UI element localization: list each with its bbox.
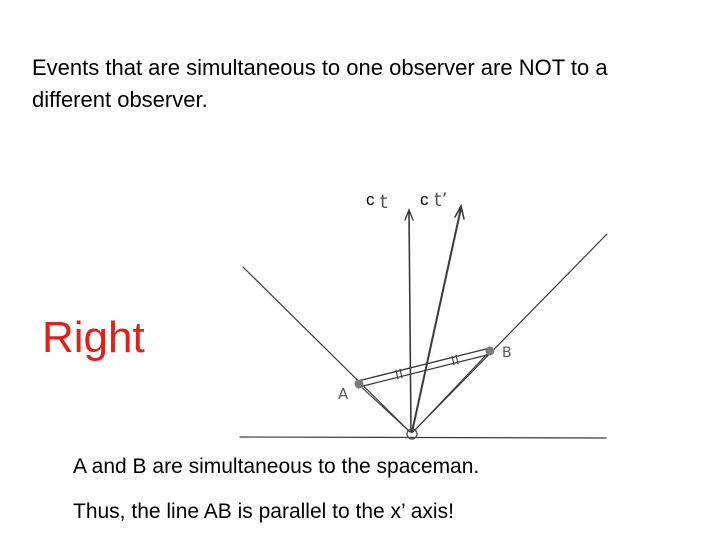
light-ray-left: [243, 267, 410, 432]
verdict-label: Right: [42, 313, 145, 362]
ct-prime-axis-line: [412, 208, 461, 432]
handwritten-t-label: t: [380, 191, 388, 213]
event-b-dot: [486, 347, 495, 356]
light-ray-right: [413, 234, 607, 432]
handwritten-t-prime-label: t’: [434, 189, 448, 211]
ct-prime-axis-prefix: c: [420, 190, 429, 209]
ct-axis-prefix: c: [366, 190, 375, 209]
ct-axis-line: [409, 212, 411, 432]
x-axis-line: [240, 437, 606, 438]
origin-label: O: [407, 430, 416, 443]
line-b-to-origin: [413, 351, 490, 432]
event-b-label: B: [502, 345, 512, 361]
caption-simultaneous: A and B are simultaneous to the spaceman.: [73, 455, 480, 478]
line-a-to-origin: [358, 384, 410, 432]
event-a-label: A: [338, 385, 349, 403]
caption-parallel: Thus, the line AB is parallel to the x’ axis!: [73, 500, 454, 523]
slide-heading: Events that are simultaneous to one observer are NOT to a different observer.: [32, 55, 608, 112]
event-a-dot: [355, 380, 364, 389]
